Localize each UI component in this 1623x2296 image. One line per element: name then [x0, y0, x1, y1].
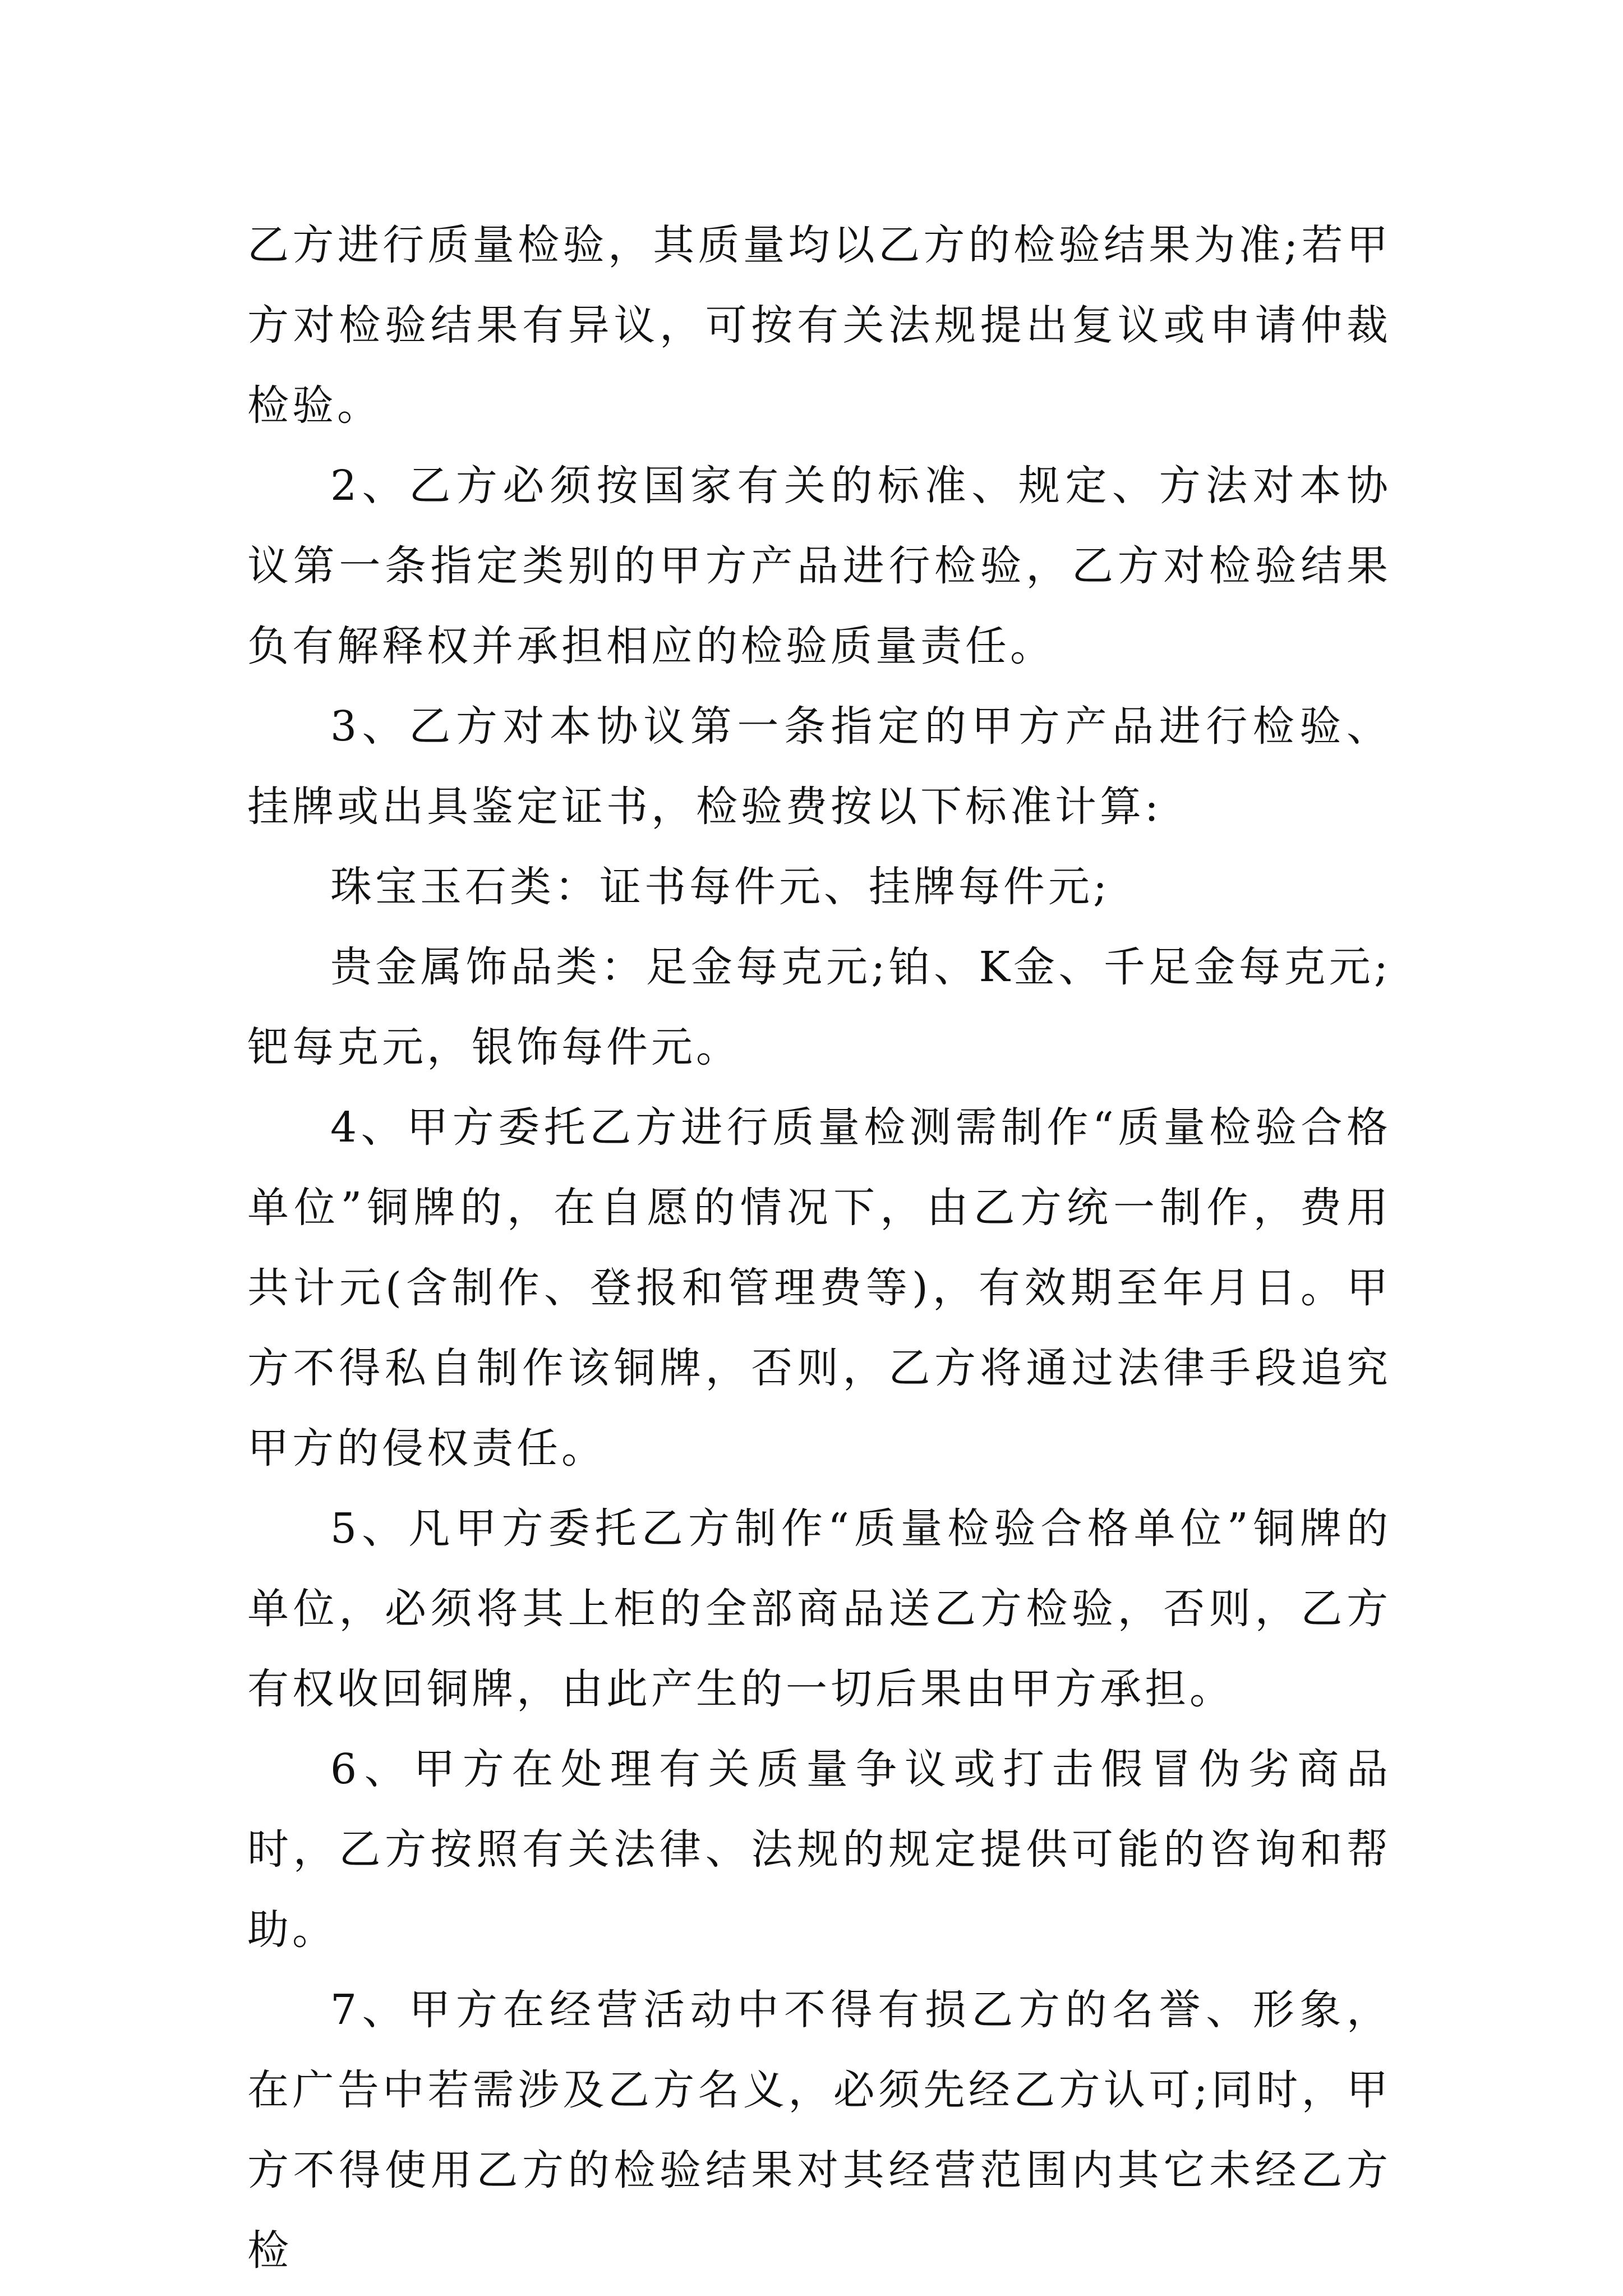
paragraph-clause-2: 2、乙方必须按国家有关的标准、规定、方法对本协议第一条指定类别的甲方产品进行检验，乙方对检验结果负有解释权并承担相应的检验质量责任。 — [247, 462, 1391, 670]
paragraph-clause-6: 6、甲方在处理有关质量争议或打击假冒伪劣商品时，乙方按照有关法律、法规的规定提供可能的咨询和帮助。 — [247, 1745, 1391, 1954]
paragraph-clause-4: 4、甲方委托乙方进行质量检测需制作“质量检验合格单位”铜牌的，在自愿的情况下，由乙方统一制作，费用共计元(含制作、登报和管理费等)，有效期至年月日。甲方不得私自制作该铜牌，否则，乙方将通过法律手段追究甲方的侵权责任。 — [247, 1103, 1391, 1473]
paragraph-jewelry-fees: 珠宝玉石类：证书每件元、挂牌每件元; — [330, 863, 1110, 911]
document-body — [247, 205, 1391, 2291]
paragraph-precious-metal-fees: 贵金属饰品类：足金每克元;铂、K金、千足金每克元;钯每克元，银饰每件元。 — [247, 943, 1391, 1071]
paragraph-clause-7: 7、甲方在经营活动中不得有损乙方的名誉、形象，在广告中若需涉及乙方名义，必须先经乙方认可;同时，甲方不得使用乙方的检验结果对其经营范围内其它未经乙方检 — [247, 1986, 1391, 2275]
paragraph-continuation: 乙方进行质量检验，其质量均以乙方的检验结果为准;若甲方对检验结果有异议，可按有关法规提出复议或申请仲裁检验。 — [247, 221, 1391, 430]
paragraph-clause-3: 3、乙方对本协议第一条指定的甲方产品进行检验、挂牌或出具鉴定证书，检验费按以下标准计算: — [247, 702, 1391, 831]
paragraph-clause-5: 5、凡甲方委托乙方制作“质量检验合格单位”铜牌的单位，必须将其上柜的全部商品送乙方检验，否则，乙方有权收回铜牌，由此产生的一切后果由甲方承担。 — [247, 1504, 1391, 1713]
